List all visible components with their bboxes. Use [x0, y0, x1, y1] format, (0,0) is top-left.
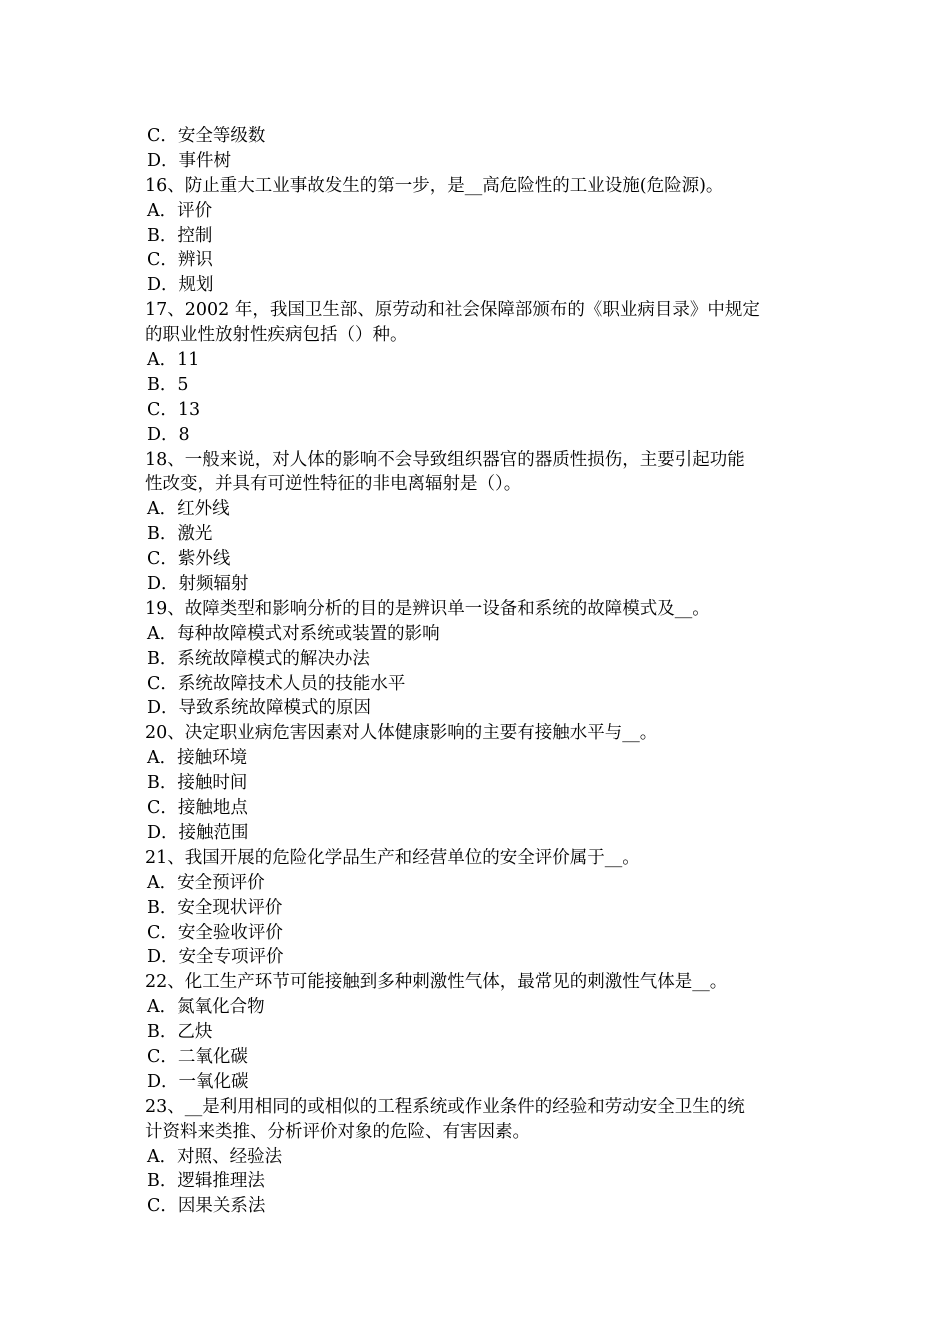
- question-text-line: 23、__是利用相同的或相似的工程系统或作业条件的经验和劳动安全卫生的统: [145, 1096, 745, 1117]
- answer-option: C．二氧化碳: [147, 1046, 248, 1067]
- question-text-line: 19、故障类型和影响分析的目的是辨识单一设备和系统的故障模式及__。: [145, 598, 710, 619]
- answer-option: A．11: [147, 350, 200, 371]
- answer-option: B．逻辑推理法: [147, 1171, 265, 1192]
- answer-option: C．系统故障技术人员的技能水平: [147, 673, 406, 694]
- answer-option: A．安全预评价: [147, 872, 265, 893]
- answer-option: C．接触地点: [147, 798, 248, 819]
- question-text-line: 20、决定职业病危害因素对人体健康影响的主要有接触水平与__。: [145, 723, 658, 744]
- question-text-line: 的职业性放射性疾病包括（）种。: [145, 325, 408, 346]
- answer-option: D．8: [147, 424, 190, 445]
- answer-option: D．一氧化碳: [147, 1071, 249, 1092]
- question-text-line: 性改变，并具有可逆性特征的非电离辐射是（）。: [145, 474, 522, 495]
- answer-option: D．接触范围: [147, 822, 249, 843]
- answer-option: B．安全现状评价: [147, 897, 283, 918]
- question-text-line: 16、防止重大工业事故发生的第一步，是__高危险性的工业设施(危险源)。: [145, 175, 724, 196]
- answer-option: D．事件树: [147, 150, 232, 171]
- answer-option: C．辨识: [147, 250, 213, 271]
- answer-option: B．系统故障模式的解决办法: [147, 648, 370, 669]
- question-text-line: 计资料来类推、分析评价对象的危险、有害因素。: [145, 1121, 530, 1142]
- question-text-line: 18、一般来说，对人体的影响不会导致组织器官的器质性损伤，主要引起功能: [145, 449, 745, 470]
- answer-option: D．导致系统故障模式的原因: [147, 698, 372, 719]
- document-body: [145, 124, 810, 1219]
- answer-option: A．每种故障模式对系统或装置的影响: [147, 623, 440, 644]
- answer-option: B．5: [147, 374, 189, 395]
- answer-option: D．安全专项评价: [147, 947, 284, 968]
- answer-option: C．紫外线: [147, 549, 231, 570]
- answer-option: B．乙炔: [147, 1022, 213, 1043]
- answer-option: C．安全等级数: [147, 126, 266, 146]
- question-text-line: 17、2002 年，我国卫生部、原劳动和社会保障部颁布的《职业病目录》中规定: [145, 300, 760, 321]
- answer-option: C．因果关系法: [147, 1196, 266, 1217]
- answer-option: A．红外线: [147, 499, 230, 520]
- answer-option: C．安全验收评价: [147, 922, 283, 943]
- answer-option: A．对照、经验法: [147, 1146, 283, 1167]
- question-text-line: 22、化工生产环节可能接触到多种刺激性气体，最常见的刺激性气体是__。: [145, 972, 728, 993]
- answer-option: A．氮氧化合物: [147, 997, 265, 1018]
- answer-option: B．控制: [147, 225, 213, 246]
- answer-option: D．射频辐射: [147, 574, 249, 595]
- answer-option: A．接触环境: [147, 748, 248, 769]
- answer-option: A．评价: [147, 200, 213, 221]
- answer-option: B．接触时间: [147, 773, 248, 794]
- answer-option: C．13: [147, 399, 201, 420]
- question-text-line: 21、我国开展的危险化学品生产和经营单位的安全评价属于__。: [145, 847, 640, 868]
- answer-option: D．规划: [147, 275, 214, 296]
- answer-option: B．激光: [147, 524, 213, 545]
